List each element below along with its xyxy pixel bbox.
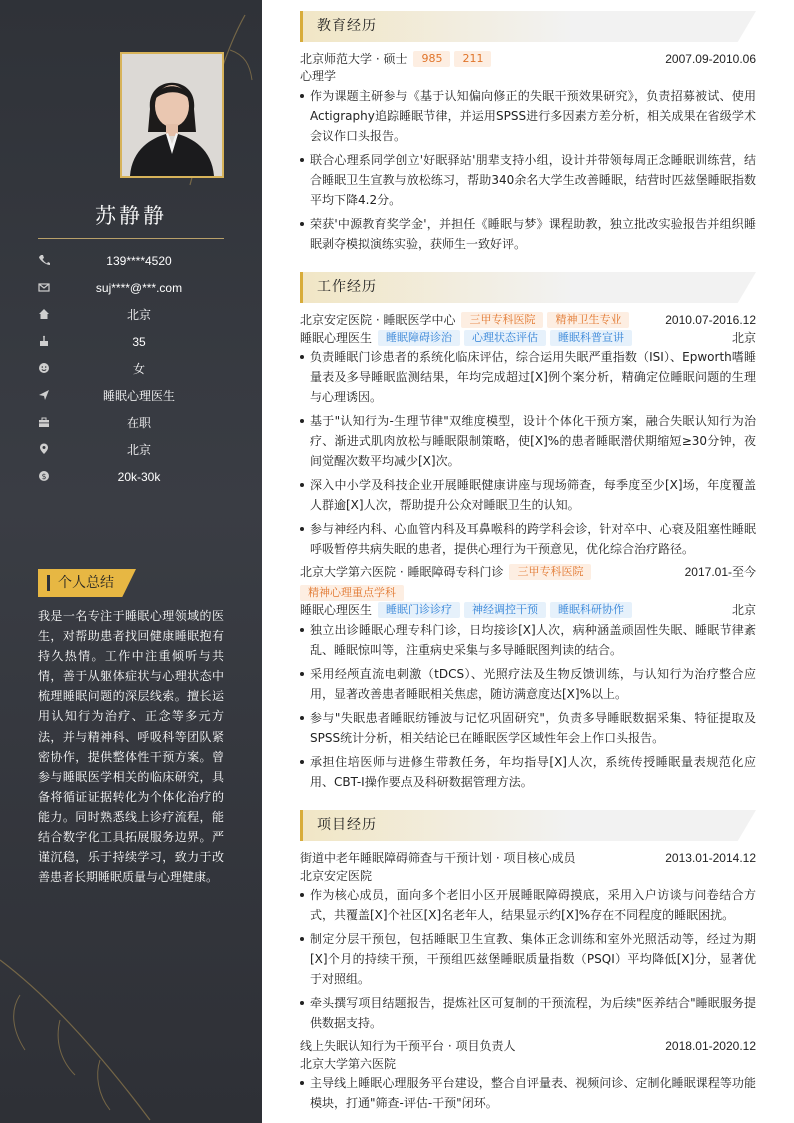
- bullet-item: 主导线上睡眠心理服务平台建设，整合自评量表、视频问诊、定制化睡眠课程等功能模块，打通"筛查-评估-干预"闭环。: [300, 1073, 756, 1113]
- bullet-item: 负责睡眠门诊患者的系统化临床评估，综合运用失眠严重指数（ISI）、Epworth嗜睡量表及多导睡眠监测结果，年均完成超过[X]例个案分析，精确定位睡眠问题的生理与心理诱因。: [300, 347, 756, 407]
- contact-row: [38, 440, 224, 460]
- cake-icon: [38, 335, 50, 347]
- tag-badge: 神经调控干预: [464, 602, 546, 618]
- job-city: 北京: [731, 331, 756, 345]
- school-name-row: [300, 50, 756, 68]
- contact-value: 20k-30k: [117, 470, 161, 484]
- job-role-row: [300, 601, 756, 619]
- job-period: 2017.01-至今: [684, 565, 756, 579]
- contact-value: 女: [132, 362, 145, 376]
- bullet-item: 承担住培医师与进修生带教任务，年均指导[X]人次，系统传授睡眠量表规范化应用、CBT-I操作要点及科研数据管理方法。: [300, 752, 756, 792]
- summary-header: [38, 569, 136, 597]
- employer-tag-line: [300, 584, 404, 602]
- tag-badge: 睡眠科研协作: [550, 602, 632, 618]
- education-period: 2007.09-2010.06: [665, 52, 756, 66]
- tag-badge: 985: [413, 51, 450, 67]
- job-role-line: [300, 329, 632, 347]
- bullet-item: 作为课题主研参与《基于认知偏向修正的失眠干预效果研究》，负责招募被试、使用Actigraphy追踪睡眠节律，并运用SPSS进行多因素方差分析，相关成果在省级学术会议作口头报告。: [300, 86, 756, 146]
- location-icon: [38, 443, 50, 455]
- bullet-item: 基于"认知行为-生理节律"双维度模型，设计个体化干预方案，融合失眠认知行为治疗、渐进式肌肉放松与睡眠限制策略，使[X]%的患者睡眠潜伏期缩短≥30分钟，夜间觉醒次数平均减少[X]次。: [300, 411, 756, 471]
- project-name-line: [300, 1037, 515, 1055]
- contact-row: [38, 386, 224, 406]
- tag-badge: 精神心理重点学科: [300, 585, 404, 601]
- tag-badge: 睡眠科普宣讲: [550, 330, 632, 346]
- name-divider: [38, 238, 224, 239]
- bullet-item: 参与神经内科、心血管内科及耳鼻喉科的跨学科会诊，针对卒中、心衰及阻塞性睡眠呼吸暂停共病失眠的患者，提供心理行为干预意见，优化综合治疗路径。: [300, 519, 756, 559]
- school-name-line: [300, 50, 491, 68]
- bullet-item: 独立出诊睡眠心理专科门诊，日均接诊[X]人次，病种涵盖顽固性失眠、睡眠节律紊乱、睡眠惊叫等，注重病史采集与多导睡眠图判读的结合。: [300, 620, 756, 660]
- tag-badge: 睡眠门诊诊疗: [378, 602, 460, 618]
- contact-row: [38, 278, 224, 298]
- job-role-line: [300, 601, 632, 619]
- tag-badge: 211: [454, 51, 491, 67]
- project-period: 2018.01-2020.12: [665, 1039, 756, 1053]
- bullet-item: 深入中小学及科技企业开展睡眠健康讲座与现场筛查，每季度至少[X]场，年度覆盖人群逾[X]人次，帮助提升公众对睡眠卫生的认知。: [300, 475, 756, 515]
- summary-text: 我是一名专注于睡眠心理领域的医生，对帮助患者找回健康睡眠抱有持久热情。工作中注重倾听与共情，善于从躯体症状与心理状态中梳理睡眠问题的深层线索。擅长运用认知行为治疗、正念等多元方法，并与精神科、呼吸科等团队紧密协作，提供整体性干预方案。曾参与睡眠医学相关的临床研究，具备将循证证据转化为个体化治疗的能力。同时熟悉线上诊疗流程，能结合数字化工具拓展服务边界。严谨沉稳，乐于持续学习，致力于改善患者长期睡眠质量与心理健康。: [38, 609, 224, 885]
- projects-title: 项目经历: [317, 817, 377, 833]
- bullet-item: 荣获'中源教育奖学金'，并担任《睡眠与梦》课程助教，独立批改实验报告并组织睡眠剥夺模拟演练实验，获师生一致好评。: [300, 214, 756, 254]
- project-org-line: [300, 867, 372, 885]
- project-org-row: [300, 1055, 756, 1073]
- header-accent: [300, 272, 303, 303]
- job-period: 2010.07-2016.12: [665, 313, 756, 327]
- major-name-row: [300, 67, 756, 85]
- project-name: 街道中老年睡眠障碍筛查与干预计划 · 项目核心成员: [300, 851, 576, 865]
- project-name-line: [300, 849, 575, 867]
- contact-row: [38, 251, 224, 271]
- salary-icon: [38, 470, 50, 482]
- employer-name: 北京安定医院 · 睡眠医学中心: [300, 313, 456, 327]
- phone-icon: [38, 254, 50, 266]
- contact-value: 在职: [126, 416, 151, 430]
- contact-row: [38, 359, 224, 379]
- contact-value: 35: [132, 335, 146, 349]
- briefcase-icon: [38, 416, 50, 428]
- contact-row: [38, 332, 224, 352]
- job-role-row: [300, 329, 756, 347]
- school-name: 北京师范大学 · 硕士: [300, 52, 408, 66]
- contact-value: 北京: [126, 443, 151, 457]
- tag-badge: 睡眠障碍诊治: [378, 330, 460, 346]
- employer-name-row: [300, 563, 756, 581]
- send-icon: [38, 389, 50, 401]
- education-title: 教育经历: [317, 18, 377, 34]
- project-name-row: [300, 849, 756, 867]
- profile-photo: [120, 52, 224, 178]
- tag-badge: 精神卫生专业: [547, 312, 629, 328]
- gender-icon: [38, 362, 50, 374]
- project-org-row: [300, 867, 756, 885]
- contact-row: [38, 305, 224, 325]
- tag-badge: 三甲专科医院: [509, 564, 591, 580]
- project-org: 北京安定医院: [300, 869, 373, 883]
- tag-badge: 心理状态评估: [464, 330, 546, 346]
- contact-value: 睡眠心理医生: [102, 389, 175, 403]
- contact-value: 北京: [126, 308, 151, 322]
- header-accent: [300, 810, 303, 841]
- employer-name-row: [300, 311, 756, 329]
- major-name: 心理学: [300, 69, 337, 83]
- home-icon: [38, 308, 50, 320]
- bullet-item: 牵头撰写项目结题报告，提炼社区可复制的干预流程，为后续"医养结合"睡眠服务提供数据支持。: [300, 993, 756, 1033]
- bullet-item: 联合心理系同学创立'好眠驿站'朋辈支持小组，设计并带领每周正念睡眠训练营，结合睡眠卫生宣教与放松练习，帮助340余名大学生改善睡眠，结营时匹兹堡睡眠指数平均下降4.2分。: [300, 150, 756, 210]
- major-name-line: [300, 67, 336, 85]
- project-org-line: [300, 1055, 396, 1073]
- sidebar: [0, 0, 262, 1123]
- job-city: 北京: [731, 603, 756, 617]
- svg-text:$: $: [41, 471, 47, 481]
- education-header: [300, 11, 756, 42]
- project-org: 北京大学第六医院: [300, 1057, 397, 1071]
- contact-row: [38, 467, 224, 487]
- project-period: 2013.01-2014.12: [665, 851, 756, 865]
- contact-value: 139****4520: [106, 254, 172, 268]
- employer-name: 北京大学第六医院 · 睡眠障碍专科门诊: [300, 565, 504, 579]
- bullet-item: 制定分层干预包，包括睡眠卫生宣教、集体正念训练和室外光照活动等，经过为期[X]个月的持续干预，干预组匹兹堡睡眠质量指数（PSQI）平均降低[X]分，显著优于对照组。: [300, 929, 756, 989]
- tag-badge: 三甲专科医院: [461, 312, 543, 328]
- work-header: [300, 272, 756, 303]
- project-name: 线上失眠认知行为干预平台 · 项目负责人: [300, 1039, 516, 1053]
- job-role: 睡眠心理医生: [300, 603, 373, 617]
- employer-tag-row: [300, 584, 756, 602]
- header-accent: [300, 11, 303, 42]
- decorative-leaf-bottom: [0, 900, 170, 1123]
- employer-name-line: [300, 563, 591, 581]
- candidate-name: 苏静静: [95, 204, 167, 228]
- portrait-icon: [122, 54, 222, 176]
- bullet-item: 参与"失眠患者睡眠纺锤波与记忆巩固研究"，负责多导睡眠数据采集、特征提取及SPSS统计分析，相关结论已在睡眠医学区域性年会上作口头报告。: [300, 708, 756, 748]
- mail-icon: [38, 281, 50, 293]
- contact-value: suj****@***.com: [95, 281, 183, 295]
- job-role: 睡眠心理医生: [300, 331, 373, 345]
- projects-header: [300, 810, 756, 841]
- work-title: 工作经历: [317, 279, 377, 295]
- contact-row: [38, 413, 224, 433]
- summary-title: 个人总结: [58, 575, 114, 591]
- bullet-item: 作为核心成员，面向多个老旧小区开展睡眠障碍摸底，采用入户访谈与问卷结合方式，共覆盖[X]个社区[X]名老年人，结果显示约[X]%存在不同程度的睡眠困扰。: [300, 885, 756, 925]
- bullet-item: 采用经颅直流电刺激（tDCS）、光照疗法及生物反馈训练，与认知行为治疗整合应用，显著改善患者睡眠相关焦虑，随访满意度达[X]%以上。: [300, 664, 756, 704]
- project-name-row: [300, 1037, 756, 1055]
- employer-name-line: [300, 311, 629, 329]
